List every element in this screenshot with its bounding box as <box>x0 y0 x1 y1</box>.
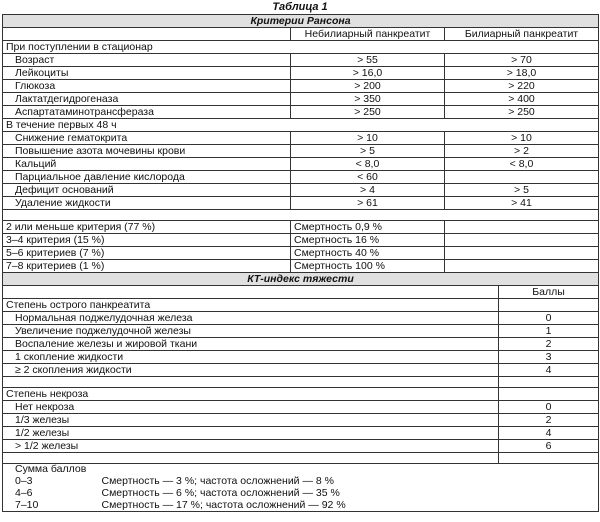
table-row <box>3 247 599 260</box>
table-row <box>3 440 599 453</box>
col-nonbiliary: Небилиарный панкреатит <box>291 28 445 41</box>
ct-table <box>2 285 599 464</box>
table-row <box>3 93 599 106</box>
table-row <box>3 312 599 325</box>
row-label: 1/3 железы <box>3 414 499 427</box>
value-biliary: > 5 <box>445 184 599 197</box>
row-label: Увеличение поджелудочной железы <box>3 325 499 338</box>
empty-cell <box>445 234 599 247</box>
table-row <box>3 364 599 377</box>
value-biliary: > 2 <box>445 145 599 158</box>
row-label: 1 скопление жидкости <box>3 351 499 364</box>
row-label: Аспартатаминотрансфераза <box>3 106 291 119</box>
mortality-value: Смертность 40 % <box>291 247 445 260</box>
criteria-count: 5–6 критериев (7 %) <box>3 247 291 260</box>
value-nonbiliary: > 250 <box>291 106 445 119</box>
score-range: 4–6 <box>15 487 33 499</box>
value-biliary <box>445 171 599 184</box>
ct-heading: КТ-индекс тяжести <box>3 273 599 286</box>
table-row <box>3 171 599 184</box>
score-value: 4 <box>499 427 599 440</box>
blank-header <box>3 28 291 41</box>
row-label: Нет некроза <box>3 401 499 414</box>
row-label: ≥ 2 скопления жидкости <box>3 364 499 377</box>
value-biliary: < 8,0 <box>445 158 599 171</box>
table-row <box>3 106 599 119</box>
row-label: Удаление жидкости <box>3 197 291 210</box>
empty-cell <box>445 221 599 234</box>
table-row <box>3 221 599 234</box>
necrosis-label: Степень некроза <box>3 388 499 401</box>
admission-label: При поступлении в стационар <box>3 41 599 54</box>
mortality-value: Смертность 0,9 % <box>291 221 445 234</box>
table-row <box>3 487 599 499</box>
table-row <box>3 80 599 93</box>
table-row <box>3 145 599 158</box>
value-biliary: > 250 <box>445 106 599 119</box>
row-label: Парциальное давление кислорода <box>3 171 291 184</box>
row-label: Возраст <box>3 54 291 67</box>
table-row <box>3 54 599 67</box>
empty-cell <box>499 299 599 312</box>
spacer <box>3 377 499 388</box>
ranson-heading: Критерии Рансона <box>3 15 599 28</box>
score-value: 3 <box>499 351 599 364</box>
value-biliary: > 220 <box>445 80 599 93</box>
value-nonbiliary: < 60 <box>291 171 445 184</box>
empty-cell <box>445 247 599 260</box>
score-value: 4 <box>499 364 599 377</box>
table-row <box>3 475 599 487</box>
outcome-text: Смертность — 3 %; частота осложнений — 8 % <box>101 475 334 487</box>
row-label: Воспаление железы и жировой ткани <box>3 338 499 351</box>
mortality-value: Смертность 100 % <box>291 260 445 273</box>
sum-label: Сумма баллов <box>15 463 87 475</box>
outcome-text: Смертность — 6 %; частота осложнений — 35 % <box>101 487 340 499</box>
blank-header <box>3 286 499 299</box>
table-row <box>3 338 599 351</box>
row-label: Лейкоциты <box>3 67 291 80</box>
row-label: Нормальная поджелудочная железа <box>3 312 499 325</box>
value-biliary: > 18,0 <box>445 67 599 80</box>
row-label: Кальций <box>3 158 291 171</box>
score-value: 0 <box>499 312 599 325</box>
row-label: > 1/2 железы <box>3 440 499 453</box>
table-title: Таблица 1 <box>272 1 328 13</box>
table-row <box>3 401 599 414</box>
table-row <box>3 184 599 197</box>
first48-label: В течение первых 48 ч <box>3 119 599 132</box>
value-nonbiliary: > 55 <box>291 54 445 67</box>
score-value: 1 <box>499 325 599 338</box>
value-nonbiliary: > 16,0 <box>291 67 445 80</box>
table-row <box>3 132 599 145</box>
ranson-table <box>2 14 599 286</box>
criteria-count: 7–8 критериев (1 %) <box>3 260 291 273</box>
value-biliary: > 70 <box>445 54 599 67</box>
table-row <box>3 325 599 338</box>
score-header: Баллы <box>499 286 599 299</box>
sum-table <box>2 463 599 512</box>
value-biliary: > 10 <box>445 132 599 145</box>
table-row <box>3 414 599 427</box>
row-label: Лактатдегидрогеназа <box>3 93 291 106</box>
outcome-text: Смертность — 17 %; частота осложнений — 92 % <box>101 499 346 511</box>
table-row <box>3 67 599 80</box>
table-row <box>3 197 599 210</box>
value-nonbiliary: > 5 <box>291 145 445 158</box>
spacer <box>3 453 499 464</box>
value-nonbiliary: > 4 <box>291 184 445 197</box>
spacer <box>499 453 599 464</box>
row-label: Глюкоза <box>3 80 291 93</box>
score-value: 0 <box>499 401 599 414</box>
row-label: 1/2 железы <box>3 427 499 440</box>
score-value: 2 <box>499 414 599 427</box>
value-nonbiliary: > 200 <box>291 80 445 93</box>
score-value: 6 <box>499 440 599 453</box>
empty-cell <box>445 260 599 273</box>
mortality-value: Смертность 16 % <box>291 234 445 247</box>
value-nonbiliary: < 8,0 <box>291 158 445 171</box>
value-biliary: > 400 <box>445 93 599 106</box>
row-label: Повышение азота мочевины крови <box>3 145 291 158</box>
table-row <box>3 427 599 440</box>
spacer <box>499 377 599 388</box>
col-biliary: Билиарный панкреатит <box>445 28 599 41</box>
table-row <box>3 158 599 171</box>
table-row <box>3 351 599 364</box>
score-value: 2 <box>499 338 599 351</box>
value-biliary: > 41 <box>445 197 599 210</box>
criteria-count: 3–4 критерия (15 %) <box>3 234 291 247</box>
severity-label: Степень острого панкреатита <box>3 299 499 312</box>
table-row <box>3 260 599 273</box>
row-label: Снижение гематокрита <box>3 132 291 145</box>
row-label: Дефицит оснований <box>3 184 291 197</box>
score-range: 7–10 <box>15 499 39 511</box>
score-range: 0–3 <box>15 475 33 487</box>
spacer <box>3 210 599 221</box>
value-nonbiliary: > 61 <box>291 197 445 210</box>
value-nonbiliary: > 350 <box>291 93 445 106</box>
criteria-count: 2 или меньше критерия (77 %) <box>3 221 291 234</box>
value-nonbiliary: > 10 <box>291 132 445 145</box>
empty-cell <box>499 388 599 401</box>
table-row <box>3 499 599 512</box>
table-row <box>3 234 599 247</box>
